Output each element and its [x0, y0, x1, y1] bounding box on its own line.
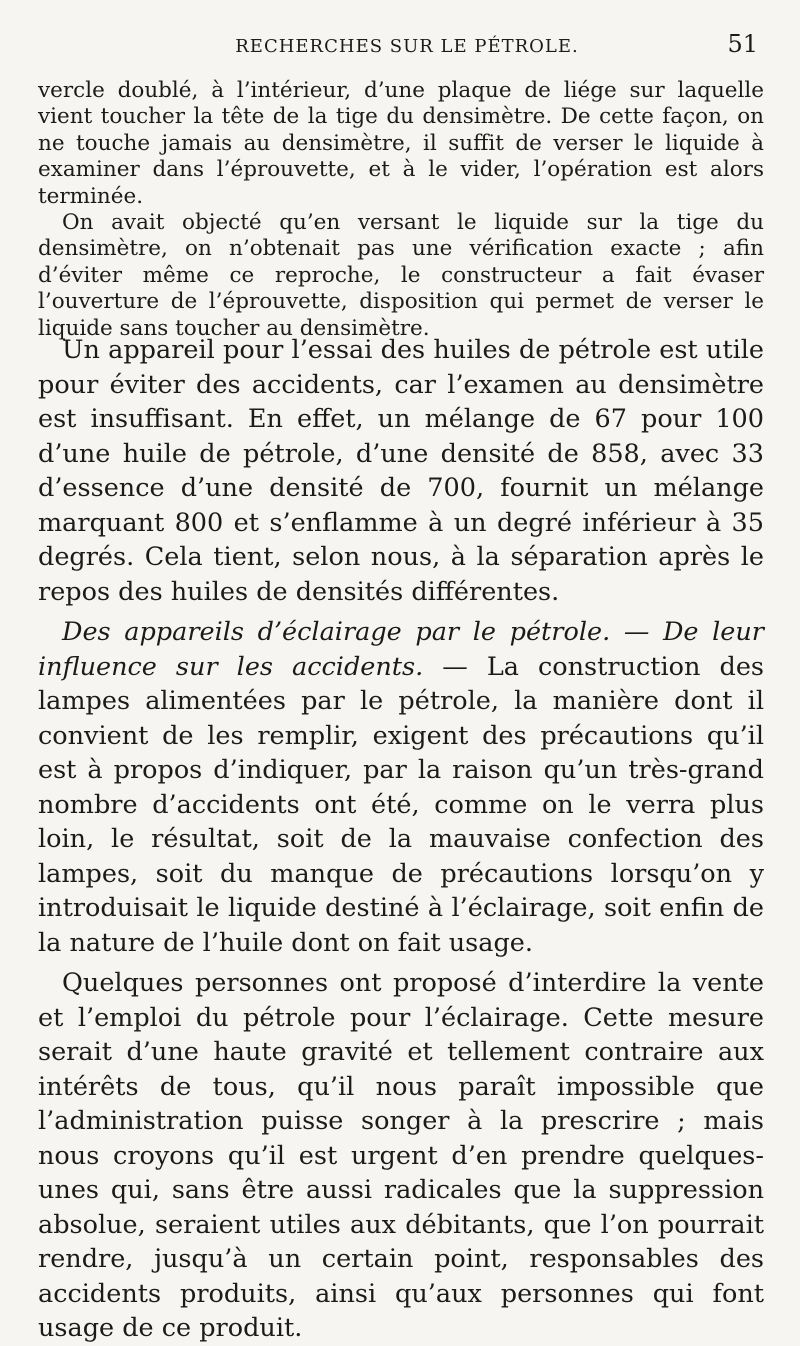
small-paragraph-2: On avait objecté qu’en versant le liquide sur la tige du densimètre, on n’obtenait pas une vérification exacte ; afin d’éviter même ce reproche, le constructeur a fait évaser l’ouverture de l’éprouvette, disposition qui permet de verser le liquide sans toucher au densimètre.: [38, 210, 764, 341]
paragraph-appareils-text: — La construction des lampes alimentées par le pétrole, la manière dont il convient de les remplir, exigent des précautions qu’il est à propos d’indiquer, par la raison qu’un très-grand nombre d’accidents ont été, comme on le verra plus loin, le résultat, soit de la mauvaise confection des lampes, soit du manque de précautions lorsqu’on y introduisait le liquide destiné à l’éclairage, soit enfin de la nature de l’huile dont on fait usage.: [38, 651, 764, 958]
section-title: Des appareils d’éclairage par le pétrole. — De leur influence sur les accidents.: [38, 617, 764, 682]
main-text: [38, 333, 764, 1346]
paragraph-mesures: Quelques personnes ont proposé d’interdire la vente et l’emploi du pétrole pour l’éclairage. Cette mesure serait d’une haute gravité et tellement contraire aux intérêts de tous, qu’il nous paraît impossible que l’administration puisse songer à la prescrire ; mais nous croyons qu’il est urgent d’en prendre quelques-unes qui, sans être aussi radicales que la suppression absolue, seraient utiles aux débitants, que l’on pourrait rendre, jusqu’à un certain point, responsables des accidents produits, ainsi qu’aux personnes qui font usage de ce produit.: [38, 968, 764, 1343]
paragraph-essai: Un appareil pour l’essai des huiles de pétrole est utile pour éviter des accidents, car l’examen au densimètre est insuffisant. En effet, un mélange de 67 pour 100 d’une huile de pétrole, d’une densité de 858, avec 33 d’essence d’une densité de 700, fournit un mélange marquant 800 et s’enflamme à un degré inférieur à 35 degrés. Cela tient, selon nous, à la séparation après le repos des huiles de densités différentes.: [38, 335, 764, 607]
paragraph-appareils: [38, 615, 764, 960]
page-number: 51: [727, 30, 758, 58]
small-paragraph-1: vercle doublé, à l’intérieur, d’une plaque de liége sur laquelle vient toucher la tête de la tige du densimètre. De cette façon, on ne touche jamais au densimètre, il suffit de verser le liquide à examiner dans l’éprouvette, et à le vider, l’opération est alors terminée.: [38, 78, 764, 209]
running-title: RECHERCHES SUR LE PÉTROLE.: [235, 36, 579, 57]
page-header: [50, 30, 764, 60]
small-print-section: [38, 78, 764, 342]
